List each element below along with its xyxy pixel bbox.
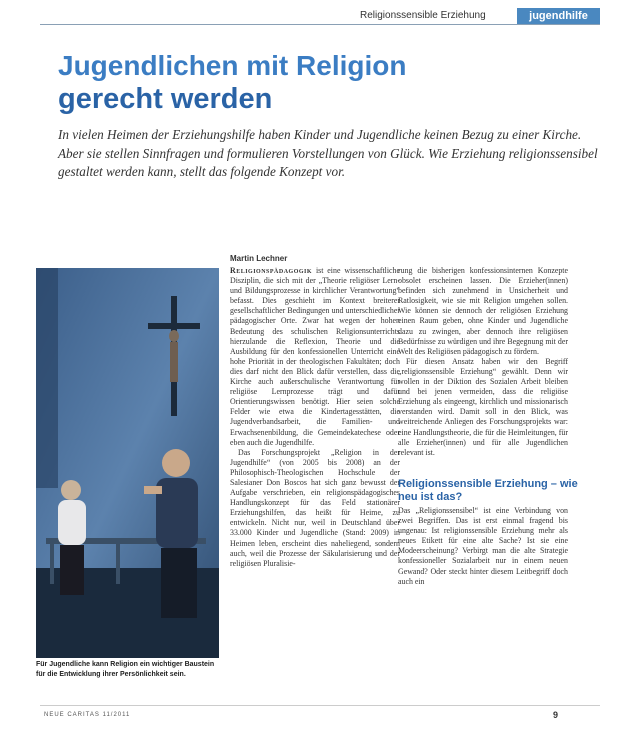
photo-caption: Für Jugendliche kann Religion ein wichtiger Baustein für die Entwicklung ihrer Persönlichkeit sein. [36, 661, 215, 678]
lead-paragraph: In vielen Heimen der Erziehungshilfe haben Kinder und Jugendliche keinen Bezug zu einer Kirche. Aber sie stellen Sinnfragen und formulieren Vorstellungen von Glück. Wie Erziehung religionssensibel gestaltet werden kann, stellt das folgende Konzept vor. [58, 127, 598, 179]
kicker: Religionspädagogik [230, 266, 313, 275]
col2-paragraph-1: rung die bisherigen konfessionsinternen Konzepte obsolet erscheinen lassen. Die Erzieher(innen) befinden sich zunehmend in Unsicherheit und Ratlosigkeit, wie sie mit Religion umgehen sollen. Wie können sie dennoch der religiösen Erziehung einen Raum geben, ohne Kinder und Jugendliche dazu zu zwingen, aber dennoch ihre religiösen Bedürfnisse zu würdigen und ihre Begegnung mit der Welt des Religiösen pädagogisch zu fördern. [398, 266, 568, 356]
article-photo [36, 268, 219, 658]
col2-paragraph-3: Das „Religionssensibel“ ist eine Verbindung von zwei Begriffen. Das ist erst einmal fragend bis ungenau: Ist religionssensible Erziehung mehr als neues Etikett für eine alte Sache? Ist sie eine Modeerscheinung? Verbirgt man die alte Strategie konfessioneller Sozialarbeit nur in einem neuen Gewand? Oder steckt hinter diesem Leitbegriff doch auch ein [398, 506, 568, 586]
footer-publication: NEUE CARITAS 11/2011 [44, 712, 131, 718]
section-label: Religionssensible Erziehung [360, 10, 486, 21]
col2-paragraph-2: Für diesen Ansatz haben wir den Begriff „religionssensible Erziehung“ gewählt. Denn wir wollen in der Diktion des Sozialen Arbeit bleiben und bei jenen vermeiden, dass die religiöse Erziehung als eingeengt, kirchlich und missionarisch verstanden wird. Damit soll in den Blick, was weitreichende Anliegen des Forschungsprojekts war: eine Handlungstheorie, die für die Heimleitungen, für alle Erzieher(innen) und für alle Jugendlichen relevant ist. [398, 356, 568, 457]
section-tag: jugendhilfe [517, 8, 600, 25]
author-name: Martin Lechner [230, 254, 288, 263]
header-rule [40, 24, 600, 25]
article-column-1 [230, 266, 400, 569]
page-number: 9 [553, 710, 559, 720]
headline-line-1: Jugendlichen mit Religion [58, 50, 407, 81]
footer-rule [40, 705, 600, 706]
subheading: Religionssensible Erziehung – wie neu ist das? [398, 478, 578, 503]
col1-paragraph-1: ist eine wissenschaftliche Disziplin, die sich mit der „Theorie religiöser Lern- und Bildungsprozesse in kirchlicher Verantwortung“ befasst. Dies geschieht im Kontext breiterer gesellschaftlicher Bedingungen und unterschiedlicher pädagogischer Orte. Zwar hat wegen der hohen Bedeutung des schulischen Religionsunterrichts hierzulande die Reflexion, Theorie und die Ausbildung für den konfessionellen Unterricht eine hohe Priorität in der theologischen Fakultäten; doch dies darf nicht den Blick dafür verstellen, dass die Kirche auch außerschulische Verantwortung für religiöse Lernprozesse trägt und dafür Orientierungswissen benötigt. Hier seien solche Felder wie etwa die Kindertagesstätten, die Jugendverbandsarbeit, die Familien- und Erwachsenenbildung, die Gemeindekatechese oder eben auch die Jugendhilfe. [230, 266, 400, 447]
article-column-2 [398, 266, 568, 458]
headline-line-2: gerecht werden [58, 83, 273, 115]
col1-paragraph-2: Das Forschungsprojekt „Religion in der Jugendhilfe“ (von 2005 bis 2008) an der Philosophisch-Theologischen Hochschule der Salesianer Don Boscos hat sich ganz bewusst der Aufgabe verschrieben, ein religionspädagogisches Handlungskonzept für das Feld stationärer Erziehungshilfen, das heißt für Heime, zu entwickeln. Nicht nur, weil in Deutschland über 33.000 Kinder und Jugendliche (Stand: 2009) in Heimen leben, erscheint dies naheliegend, sondern auch, weil die Prozesse der Säkularisierung und der religiösen Pluralisie- [230, 447, 400, 568]
article-column-2-continued [398, 506, 568, 587]
